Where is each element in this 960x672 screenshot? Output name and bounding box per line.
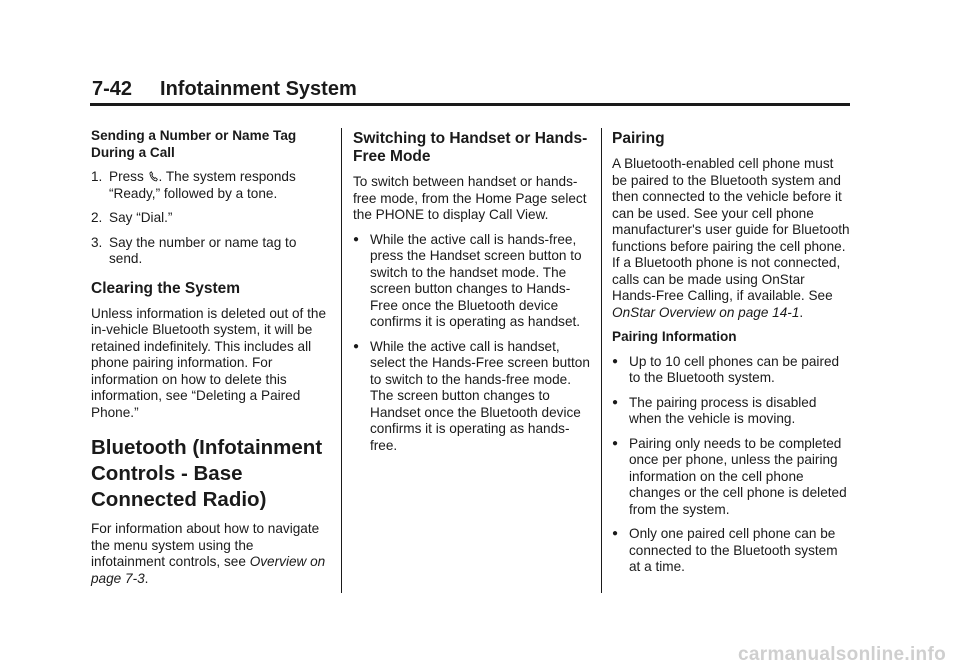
list-item: [353, 232, 593, 331]
phone-call-icon: [149, 171, 158, 182]
list-item: [353, 339, 593, 455]
bluetooth-intro-body: For information about how to navigate the menu system using the infotainment controls, see: [91, 521, 320, 569]
list-item-text: While the active call is hands-free, press the Handset screen button to switch to the handset mode. The screen button changes to Hands-Free once the Bluetooth device confirms it is operating as handset.: [370, 231, 582, 329]
step-2: [91, 210, 331, 227]
step-text: Say the number or name tag to send.: [109, 234, 297, 266]
pairing-text: [612, 156, 852, 321]
bullet-icon: ●: [353, 340, 360, 352]
list-item: [612, 526, 852, 576]
onstar-reference-link[interactable]: OnStar Overview on page 14-1: [612, 304, 800, 320]
list-item-text: While the active call is handset, select the Hands-Free screen button to switch to the hands-free mode. The screen button changes to Handset once the Bluetooth device confirms it is operating as hands-free.: [370, 338, 590, 453]
switching-mode-heading: Switching to Handset or Hands-Free Mode: [353, 130, 588, 165]
step-number: 3.: [91, 234, 103, 250]
column-divider-1: [341, 128, 342, 593]
pairing-end: .: [799, 304, 804, 320]
pairing-heading: Pairing: [612, 130, 665, 147]
bullet-icon: ●: [612, 528, 619, 539]
clearing-system-heading: Clearing the System: [91, 279, 241, 297]
step-3: [91, 235, 331, 268]
section-title: Infotainment System: [160, 78, 357, 100]
bluetooth-intro-end: .: [144, 570, 149, 586]
step-number: 1.: [91, 169, 103, 184]
bullet-icon: ●: [612, 437, 619, 449]
bullet-icon: ●: [612, 355, 619, 367]
list-item-text: Pairing only needs to be completed once per phone, unless the pairing information on the cell phone changes or the cell phone is deleted from the system.: [629, 435, 847, 517]
sending-number-heading: Sending a Number or Name Tag During a Call: [91, 128, 297, 160]
step-text: [109, 169, 331, 202]
step-text-post: . The system responds “Ready,” followed by a tone.: [109, 169, 296, 201]
column-2: [353, 128, 593, 462]
list-item: [612, 395, 852, 428]
clearing-system-text: Unless information is deleted out of the in-vehicle Bluetooth system, it will be retained indefinitely. This includes all phone pairing information. For information on how to delete this information, see “Deleting a Paired Phone.”: [91, 305, 327, 420]
switching-mode-intro: To switch between handset or hands-free mode, from the Home Page select the PHONE to display Call View.: [353, 174, 587, 222]
bullet-icon: ●: [612, 396, 619, 408]
list-item-text: The pairing process is disabled when the vehicle is moving.: [629, 394, 817, 426]
page-number: 7-42: [92, 78, 133, 100]
bullet-icon: ●: [353, 233, 360, 245]
bluetooth-intro-text: [91, 521, 331, 587]
step-number: 2.: [91, 210, 103, 225]
watermark: carmanualsonline.info: [738, 644, 946, 665]
header-rule: [90, 103, 850, 106]
pairing-info-heading: Pairing Information: [612, 329, 737, 344]
list-item-text: Up to 10 cell phones can be paired to the Bluetooth system.: [629, 353, 840, 385]
list-item-text: Only one paired cell phone can be connected to the Bluetooth system at a time.: [629, 526, 838, 574]
step-text: Say “Dial.”: [109, 210, 173, 225]
page-header: [92, 78, 357, 101]
pairing-body: A Bluetooth-enabled cell phone must be paired to the Bluetooth system and then connected to the vehicle before it can be used. See your cell phone manufacturer's user guide for Bluetooth functions before pairing the cell phone. If a Bluetooth phone is not connected, calls can be made using OnStar Hands-Free Calling, if available. See: [612, 156, 850, 303]
column-1: [91, 128, 331, 595]
step-text-pre: Press: [109, 169, 144, 184]
list-item: [612, 436, 852, 519]
column-3: [612, 128, 852, 584]
overview-reference-link[interactable]: Overview on page 7-3: [91, 554, 326, 586]
list-item: [612, 354, 852, 387]
bluetooth-base-radio-heading: Bluetooth (Infotainment Controls - Base Connected Radio): [91, 436, 323, 511]
column-divider-2: [601, 128, 602, 593]
step-1: [91, 169, 331, 202]
